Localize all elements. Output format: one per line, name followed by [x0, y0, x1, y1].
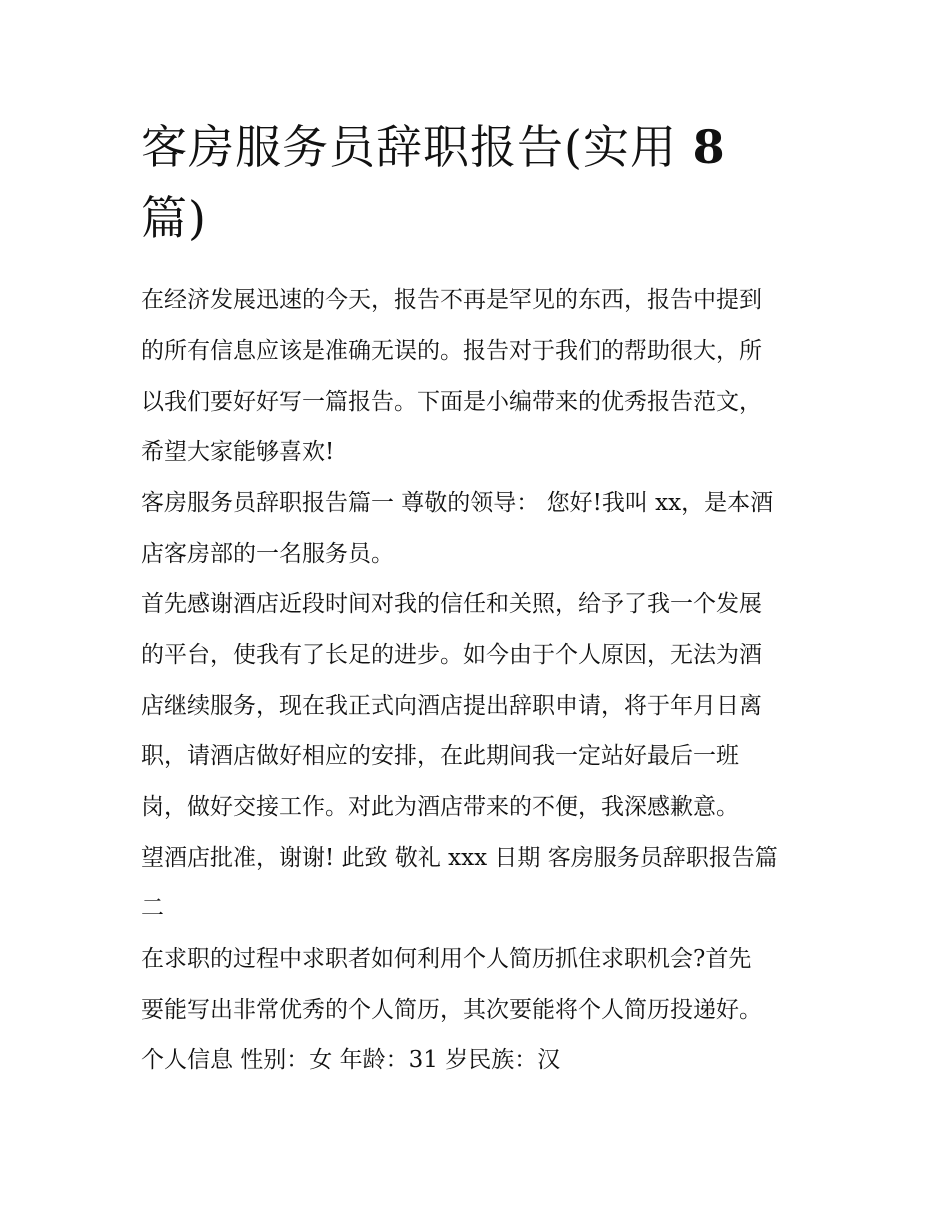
title-text: 客房服务员辞职报告(实用: [141, 120, 693, 174]
paragraph-line: 的平台，使我有了长足的进步。如今由于个人原因，无法为酒: [141, 642, 762, 668]
paragraph-line: 首先感谢酒店近段时间对我的信任和关照，给予了我一个发展: [141, 591, 762, 617]
paragraph-line: 要能写出非常优秀的个人简历，其次要能将个人简历投递好。: [141, 997, 762, 1023]
paragraph-line: 在经济发展迅速的今天，报告不再是罕见的东西，报告中提到: [141, 287, 762, 313]
paragraph-line: 职，请酒店做好相应的安排，在此期间我一定站好最后一班: [141, 743, 739, 769]
paragraph-line: 店客房部的一名服务员。: [141, 541, 394, 567]
paragraph-line: 岗，做好交接工作。对此为酒店带来的不便，我深感歉意。: [141, 794, 739, 820]
paragraph-line: 在求职的过程中求职者如何利用个人简历抓住求职机会?首先: [141, 946, 752, 972]
paragraph-line: 二: [141, 895, 164, 921]
paragraph-line: 以我们要好好写一篇报告。下面是小编带来的优秀报告范文，: [141, 389, 762, 415]
paragraph-line: 个人信息 性别：女 年龄：31 岁民族：汉: [141, 1047, 561, 1073]
paragraph-line: 客房服务员辞职报告篇一 尊敬的领导： 您好!我叫 xx，是本酒: [141, 490, 774, 516]
paragraph-line: 望酒店批准，谢谢! 此致 敬礼 xxx 日期 客房服务员辞职报告篇: [141, 845, 778, 871]
title-number: 8: [692, 120, 726, 174]
paragraph-line: 的所有信息应该是准确无误的。报告对于我们的帮助很大，所: [141, 338, 762, 364]
title-line-1: [141, 112, 821, 183]
document-title: [141, 112, 821, 254]
title-line-2: 篇): [141, 191, 207, 245]
paragraph-line: 希望大家能够喜欢!: [141, 439, 335, 465]
paragraph-line: 店继续服务，现在我正式向酒店提出辞职申请，将于年月日离: [141, 693, 762, 719]
